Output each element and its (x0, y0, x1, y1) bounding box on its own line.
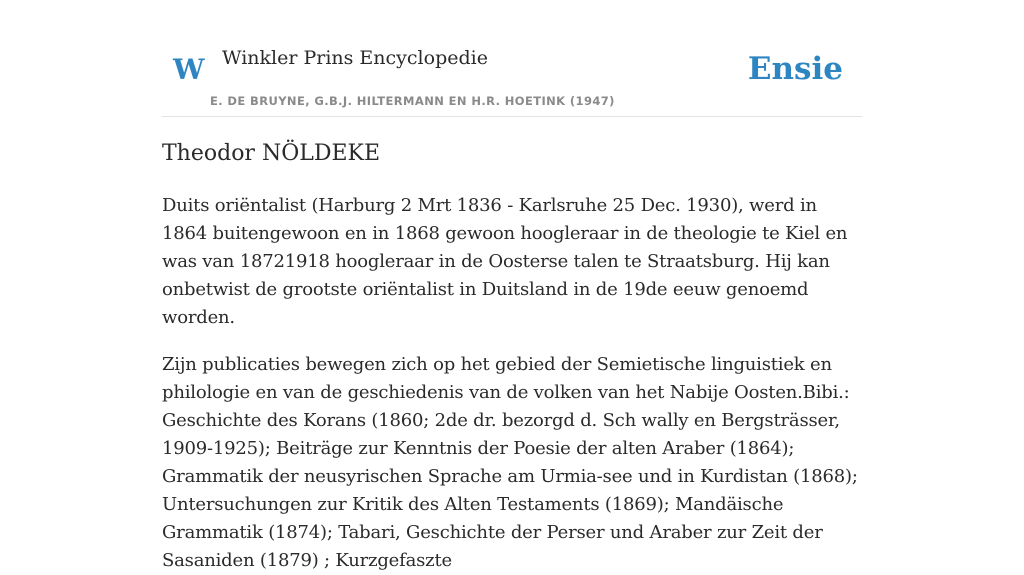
ensie-logo[interactable]: Ensie (747, 51, 843, 87)
source-title[interactable]: Winkler Prins Encyclopedie (222, 47, 488, 69)
article-title: Theodor NÖLDEKE (162, 141, 381, 166)
winkler-prins-logo[interactable]: W (173, 53, 205, 86)
article (162, 138, 862, 575)
source-authors: E. DE BRUYNE, G.B.J. HILTERMANN EN H.R. HOETINK (1947) (210, 94, 615, 108)
article-paragraph: Zijn publicaties bewegen zich op het gebied der Semietische linguistiek en philologie en van de geschiedenis van de volken van het Nabije Oosten.Bibi.: Geschichte des Korans (1860; 2de dr. bezorgd d. Sch wally en Bergsträsser, 1909-1925); Beiträge zur Kenntnis der Poesie der alten Araber (1864); Grammatik der neusyrischen Sprache am Urmia-see und in Kurdistan (1868); Untersuchungen zur Kritik des Alten Testaments (1869); Mandäische Grammatik (1874); Tabari, Geschichte der Perser und Araber zur Zeit der Sasaniden (1879) ; Kurzgefaszte (162, 354, 858, 571)
article-paragraph: Duits oriëntalist (Harburg 2 Mrt 1836 - Karlsruhe 25 Dec. 1930), werd in 1864 buitengewoon en in 1868 gewoon hoogleraar in de theologie te Kiel en was van 18721918 hoogleraar in de Oosterse talen te Straatsburg. Hij kan onbetwist de grootste oriëntalist in Duitsland in de 19de eeuw genoemd worden. (162, 195, 848, 328)
site-header (162, 0, 862, 117)
